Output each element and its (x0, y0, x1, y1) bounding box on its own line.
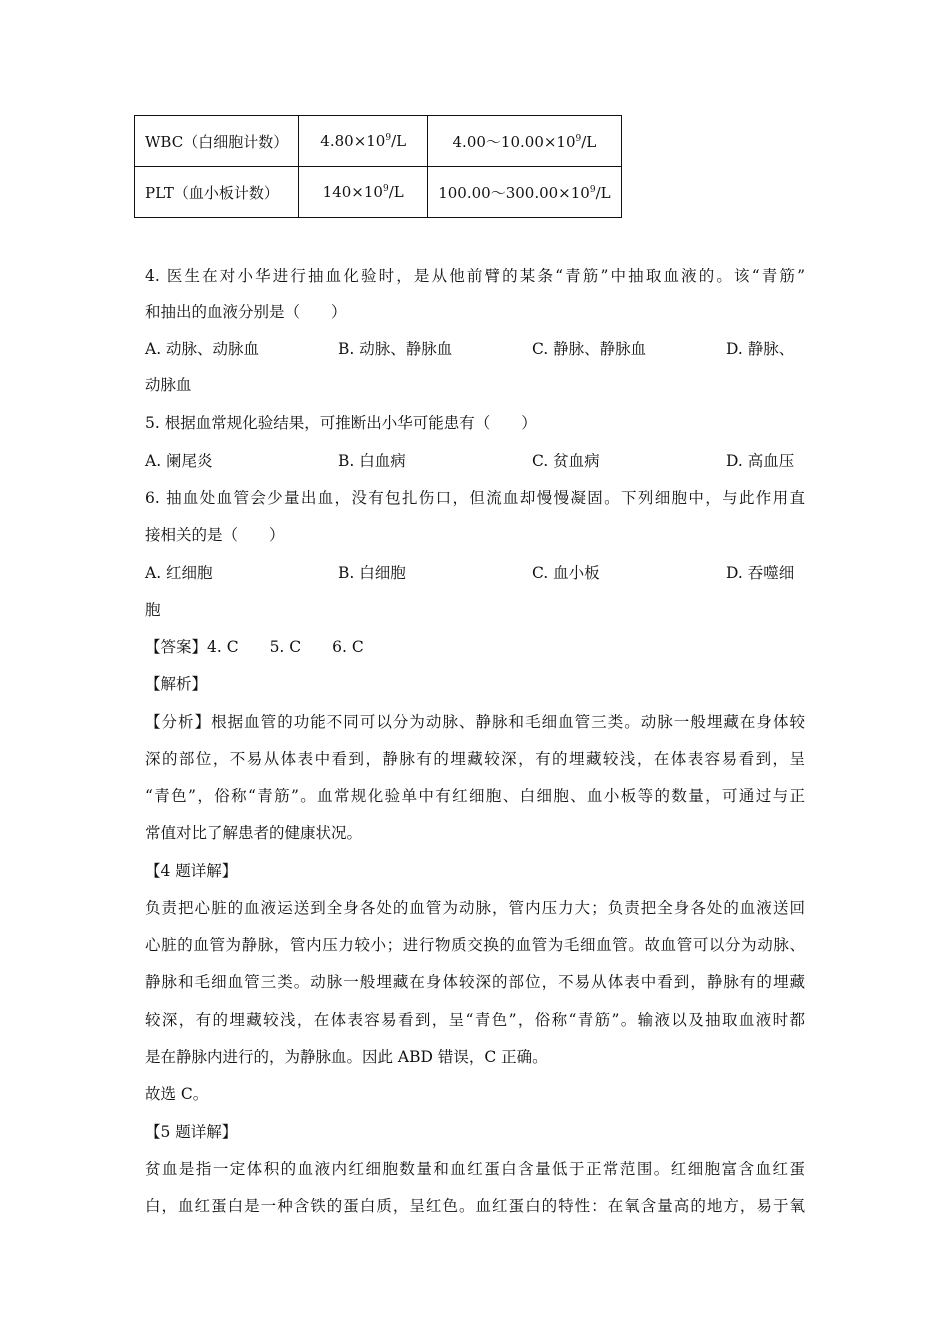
answer-line: 【答案】4. C 5. C 6. C (145, 638, 364, 656)
q5-option-c: C. 贫血病 (532, 452, 600, 470)
detail5-line: 贫血是指一定体积的血液内红细胞数量和血红蛋白含量低于正常范围。红细胞富含血红蛋 (145, 1160, 805, 1178)
q6-option-c: C. 血小板 (532, 564, 600, 582)
detail4-heading: 【4 题详解】 (145, 862, 238, 880)
analysis-line: 常值对比了解患者的健康状况。 (145, 824, 363, 842)
q5-option-a: A. 阑尾炎 (145, 452, 213, 470)
analysis-line: 深的部位，不易从体表中看到，静脉有的埋藏较深，有的埋藏较浅，在体表容易看到，呈 (145, 750, 805, 768)
q5-option-b: B. 白血病 (338, 452, 406, 470)
table-cell-item: WBC（白细胞计数） (135, 116, 299, 167)
detail4-line: 负责把心脏的血液运送到全身各处的血管为动脉，管内压力大；负责把全身各处的血液送回 (145, 899, 805, 917)
table-cell-item: PLT（血小板计数） (135, 167, 299, 218)
q6-option-b: B. 白细胞 (338, 564, 406, 582)
table-cell-range: $100.00\sim 300.00\times 10^9/L$ (428, 167, 621, 218)
q4-stem-line1: 4. 医生在对小华进行抽血化验时，是从他前臂的某条“青筋”中抽取血液的。该“青筋” (145, 267, 805, 285)
table-cell-value: $4.80\times 10^9/L$ (299, 116, 428, 167)
q4-option-d: D. 静脉、 (726, 340, 795, 358)
table-row (135, 116, 622, 167)
detail5-heading: 【5 题详解】 (145, 1123, 238, 1141)
q6-option-d-cont: 胞 (145, 601, 161, 619)
q4-option-c: C. 静脉、静脉血 (532, 340, 647, 358)
q4-stem-line2: 和抽出的血液分别是（ ） (145, 303, 347, 321)
analysis-line: 【分析】根据血管的功能不同可以分为动脉、静脉和毛细血管三类。动脉一般埋藏在身体较 (145, 713, 805, 731)
detail4-line: 较深，有的埋藏较浅，在体表容易看到，呈“青色”，俗称“青筋”。输液以及抽取血液时都 (145, 1011, 805, 1029)
detail4-line: 静脉和毛细血管三类。动脉一般埋藏在身体较深的部位，不易从体表中看到，静脉有的埋藏 (145, 973, 805, 991)
q6-stem-line1: 6. 抽血处血管会少量出血，没有包扎伤口，但流血却慢慢凝固。下列细胞中，与此作用直 (145, 489, 805, 507)
q6-option-d: D. 吞噬细 (726, 564, 795, 582)
q6-option-a: A. 红细胞 (145, 564, 213, 582)
table-cell-range: $4.00\sim 10.00\times 10^9/L$ (428, 116, 621, 167)
detail5-line: 白，血红蛋白是一种含铁的蛋白质，呈红色。血红蛋白的特性：在氧含量高的地方，易于氧 (145, 1197, 805, 1215)
q6-stem-line2: 接相关的是（ ） (145, 526, 285, 544)
table-row (135, 167, 622, 218)
table-cell-value: $140\times 10^9/L$ (299, 167, 428, 218)
analysis-heading: 【解析】 (145, 675, 208, 693)
q5-stem: 5. 根据血常规化验结果，可推断出小华可能患有（ ） (145, 414, 537, 432)
q4-option-d-cont: 动脉血 (145, 376, 192, 394)
detail4-line: 心脏的血管为静脉，管内压力较小；进行物质交换的血管为毛细血管。故血管可以分为动脉、 (145, 936, 805, 954)
analysis-line: “青色”，俗称“青筋”。血常规化验单中有红细胞、白细胞、血小板等的数量，可通过与正 (145, 787, 805, 805)
q4-option-a: A. 动脉、动脉血 (145, 340, 260, 358)
detail4-conclusion: 故选 C。 (145, 1085, 209, 1103)
q5-option-d: D. 高血压 (726, 452, 795, 470)
blood-test-table (134, 115, 622, 218)
detail4-line: 是在静脉内进行的，为静脉血。因此 ABD 错误，C 正确。 (145, 1048, 548, 1066)
q4-option-b: B. 动脉、静脉血 (338, 340, 453, 358)
